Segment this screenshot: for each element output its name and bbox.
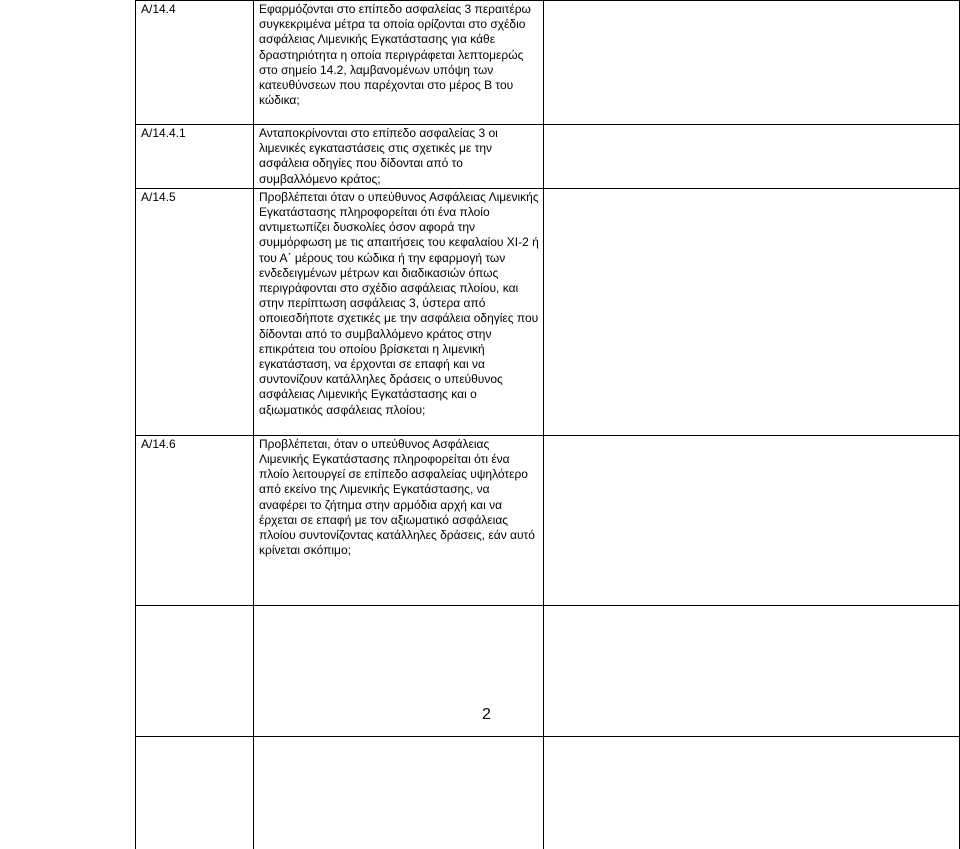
row-text-cell: Προβλέπεται όταν ο υπεύθυνος Ασφάλειας Λιμενικής Εγκατάστασης πληροφορείται ότι ένα πλοίο αντιμετωπίζει δυσκολίες όσον αφορά την συμμόρφωση με τις απαιτήσεις του κεφαλαίου XI-2 ή του Α΄ μέρους του κώδικα ή την εφαρμογή των ενδεδειγμένων μέτρων και διαδικασιών όπως περιγράφονται στο σχέδιο ασφάλειας πλοίου, και στην περίπτωση ασφάλειας 3, ύστερα από οποιεσδήποτε σχετικές με την ασφάλεια οδηγίες που δίδονται από το συμβαλλόμενο κράτος στην επικράτεια του οποίου βρίσκεται η λιμενική εγκατάσταση, να έρχονται σε επαφή και να συντονίζουν κατάλληλες δράσεις ο υπεύθυνος ασφάλειας Λιμενικής Εγκατάστασης και ο αξιωματικός ασφάλειας πλοίου; bbox=[254, 188, 544, 435]
row-answer-cell bbox=[544, 435, 960, 605]
table-row bbox=[136, 435, 960, 605]
row-text-cell: Ανταποκρίνονται στο επίπεδο ασφαλείας 3 οι λιμενικές εγκαταστάσεις στις σχετικές με την ασφάλεια οδηγίες που δίδονται από το συμβαλλόμενο κράτος; bbox=[254, 125, 544, 189]
row-answer-cell bbox=[544, 125, 960, 189]
empty-cell bbox=[136, 605, 254, 736]
row-code-cell: A/14.6 bbox=[136, 435, 254, 605]
row-code-cell: A/14.5 bbox=[136, 188, 254, 435]
table-row bbox=[136, 188, 960, 435]
empty-cell bbox=[254, 736, 544, 849]
table-row-empty bbox=[136, 736, 960, 849]
page-number: 2 bbox=[482, 706, 491, 723]
table-row bbox=[136, 1, 960, 125]
empty-cell bbox=[544, 736, 960, 849]
empty-cell bbox=[544, 605, 960, 736]
empty-cell bbox=[254, 605, 544, 736]
row-code-cell: A/14.4.1 bbox=[136, 125, 254, 189]
table-row-empty bbox=[136, 605, 960, 736]
row-answer-cell bbox=[544, 188, 960, 435]
row-code-cell: A/14.4 bbox=[136, 1, 254, 125]
row-text-cell: Εφαρμόζονται στο επίπεδο ασφαλείας 3 περαιτέρω συγκεκριμένα μέτρα τα οποία ορίζονται στο σχέδιο ασφάλειας Λιμενικής Εγκατάστασης για κάθε δραστηριότητα η οποία περιγράφεται λεπτομερώς στο σημείο 14.2, λαμβανομένων υπόψη των κατευθύνσεων που παρέχονται στο μέρος Β του κώδικα; bbox=[254, 1, 544, 125]
row-answer-cell bbox=[544, 1, 960, 125]
row-text-cell: Προβλέπεται, όταν ο υπεύθυνος Ασφάλειας Λιμενικής Εγκατάστασης πληροφορείται ότι ένα πλοίο λειτουργεί σε επίπεδο ασφαλείας υψηλότερο από εκείνο της Λιμενικής Εγκατάστασης, να αναφέρει το ζήτημα στην αρμόδια αρχή και να έρχεται σε επαφή με τον αξιωματικό ασφάλειας πλοίου συντονίζοντας κατάλληλες δράσεις, εάν αυτό κρίνεται σκόπιμο; bbox=[254, 435, 544, 605]
empty-cell bbox=[136, 736, 254, 849]
table-row bbox=[136, 125, 960, 189]
